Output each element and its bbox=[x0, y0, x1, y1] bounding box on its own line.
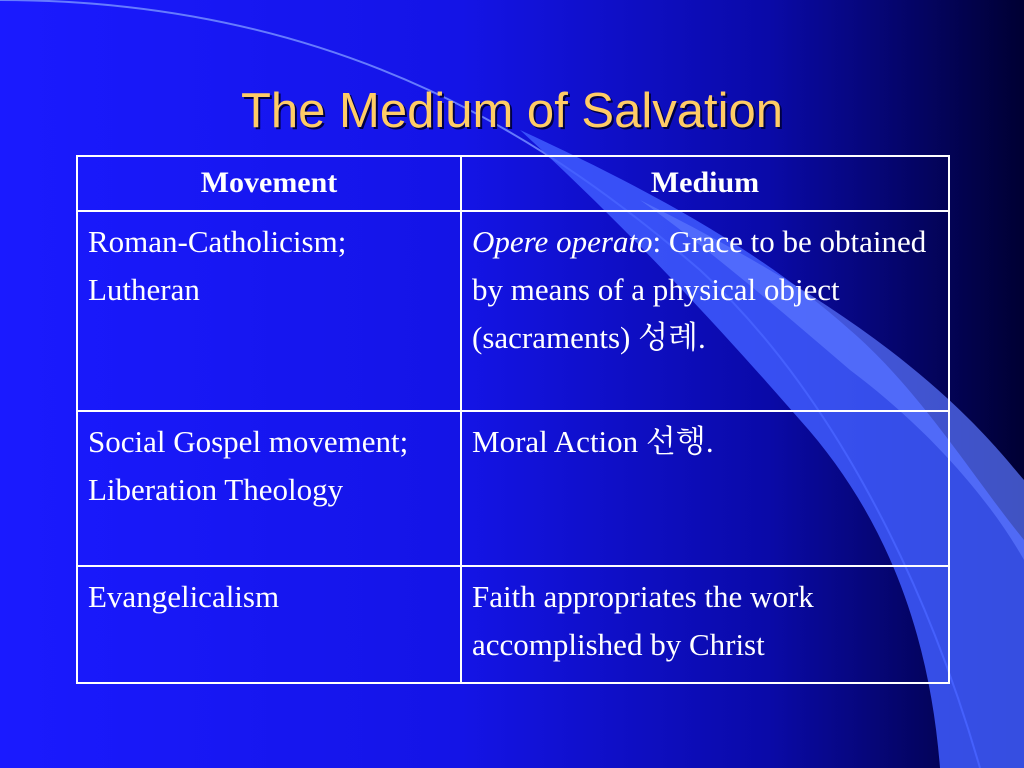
medium-text: Faith appropriates the work accomplished by Christ bbox=[472, 579, 814, 662]
cell-movement bbox=[77, 411, 461, 566]
medium-italic-term: Opere operato bbox=[472, 224, 653, 259]
table-header-row bbox=[77, 156, 949, 211]
cell-movement bbox=[77, 211, 461, 411]
movement-text: Evangelicalism bbox=[88, 579, 280, 614]
header-medium: Medium bbox=[461, 156, 949, 211]
cell-movement bbox=[77, 566, 461, 683]
movement-text: Social Gospel movement; Liberation Theology bbox=[88, 424, 409, 507]
medium-text-wrap bbox=[472, 218, 942, 362]
cell-medium bbox=[461, 211, 949, 411]
medium-text: : Grace to be obtained by means of a physical object (sacraments) 성례. bbox=[472, 224, 927, 355]
cell-medium bbox=[461, 411, 949, 566]
table-row bbox=[77, 211, 949, 411]
table-row bbox=[77, 411, 949, 566]
table-row bbox=[77, 566, 949, 683]
cell-medium bbox=[461, 566, 949, 683]
medium-text: Moral Action 선행. bbox=[472, 424, 714, 459]
header-movement: Movement bbox=[77, 156, 461, 211]
movement-text: Roman-Catholicism; Lutheran bbox=[88, 224, 347, 307]
slide-title: The Medium of Salvation bbox=[241, 84, 783, 138]
salvation-medium-table bbox=[76, 155, 950, 684]
